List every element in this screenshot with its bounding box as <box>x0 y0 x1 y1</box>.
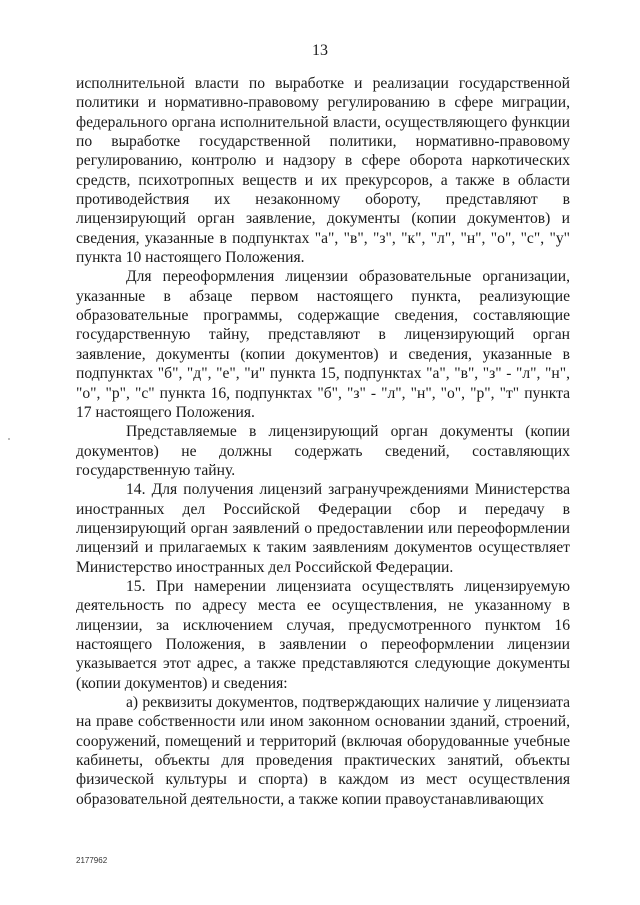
document-body <box>76 74 570 809</box>
paragraph-4: 14. Для получения лицензий загранучреждениями Министерства иностранных дел Российской Федерации сбор и передачу в лицензирующий орган заявлений о предоставлении или переоформлении лицензий и прилагаемых к таким заявлениям документов осуществляет Министерство иностранных дел Российской Федерации. <box>76 481 570 576</box>
document-code: 2177962 <box>76 856 108 865</box>
scan-mark <box>8 438 10 440</box>
paragraph-1: исполнительной власти по выработке и реализации государственной политики и нормативно-правовому регулированию в сфере миграции, федерального органа исполнительной власти, осуществляющего функции по выработке государственной политики, нормативно-правовому регулированию, контролю и надзору в сфере оборота наркотических средств, психотропных веществ и их прекурсоров, а также в области противодействия их незаконному обороту, представляют в лицензирующий орган заявление, документы (копии документов) и сведения, указанные в подпунктах "а", "в", "з", "к", "л", "н", "о", "с", "у" пункта 10 настоящего Положения. <box>76 75 570 267</box>
paragraph-5: 15. При намерении лицензиата осуществлять лицензируемую деятельность по адресу места ее осуществления, не указанному в лицензии, за исключением случая, предусмотренного пунктом 16 настоящего Положения, в заявлении о переоформлении лицензии указывается этот адрес, а также представляются следующие документы (копии документов) и сведения: <box>76 577 570 692</box>
paragraph-6: а) реквизиты документов, подтверждающих наличие у лицензиата на праве собственности или ином законном основании зданий, строений, сооружений, помещений и территорий (включая оборудованные учебные кабинеты, объекты для проведения практических занятий, объекты физической культуры и спорта) в каждом из мест осуществления образовательной деятельности, а также копии правоустанавливающих <box>76 694 570 808</box>
paragraph-3: Представляемые в лицензирующий орган документы (копии документов) не должны содержать сведений, составляющих государственную тайну. <box>76 423 570 479</box>
page-number: 13 <box>312 42 328 59</box>
paragraph-2: Для переоформления лицензии образовательные организации, указанные в абзаце первом настоящего пункта, реализующие образовательные программы, содержащие сведения, составляющие государственную тайну, представляют в лицензирующий орган заявление, документы (копии документов) и сведения, указанные в подпунктах "б", "д", "е", "и" пункта 15, подпунктах "а", "в", "з" - "л", "н", "о", "р", "с" пункта 16, подпунктах "б", "з" - "л", "н", "о", "р", "т" пункта 17 настоящего Положения. <box>76 268 570 421</box>
